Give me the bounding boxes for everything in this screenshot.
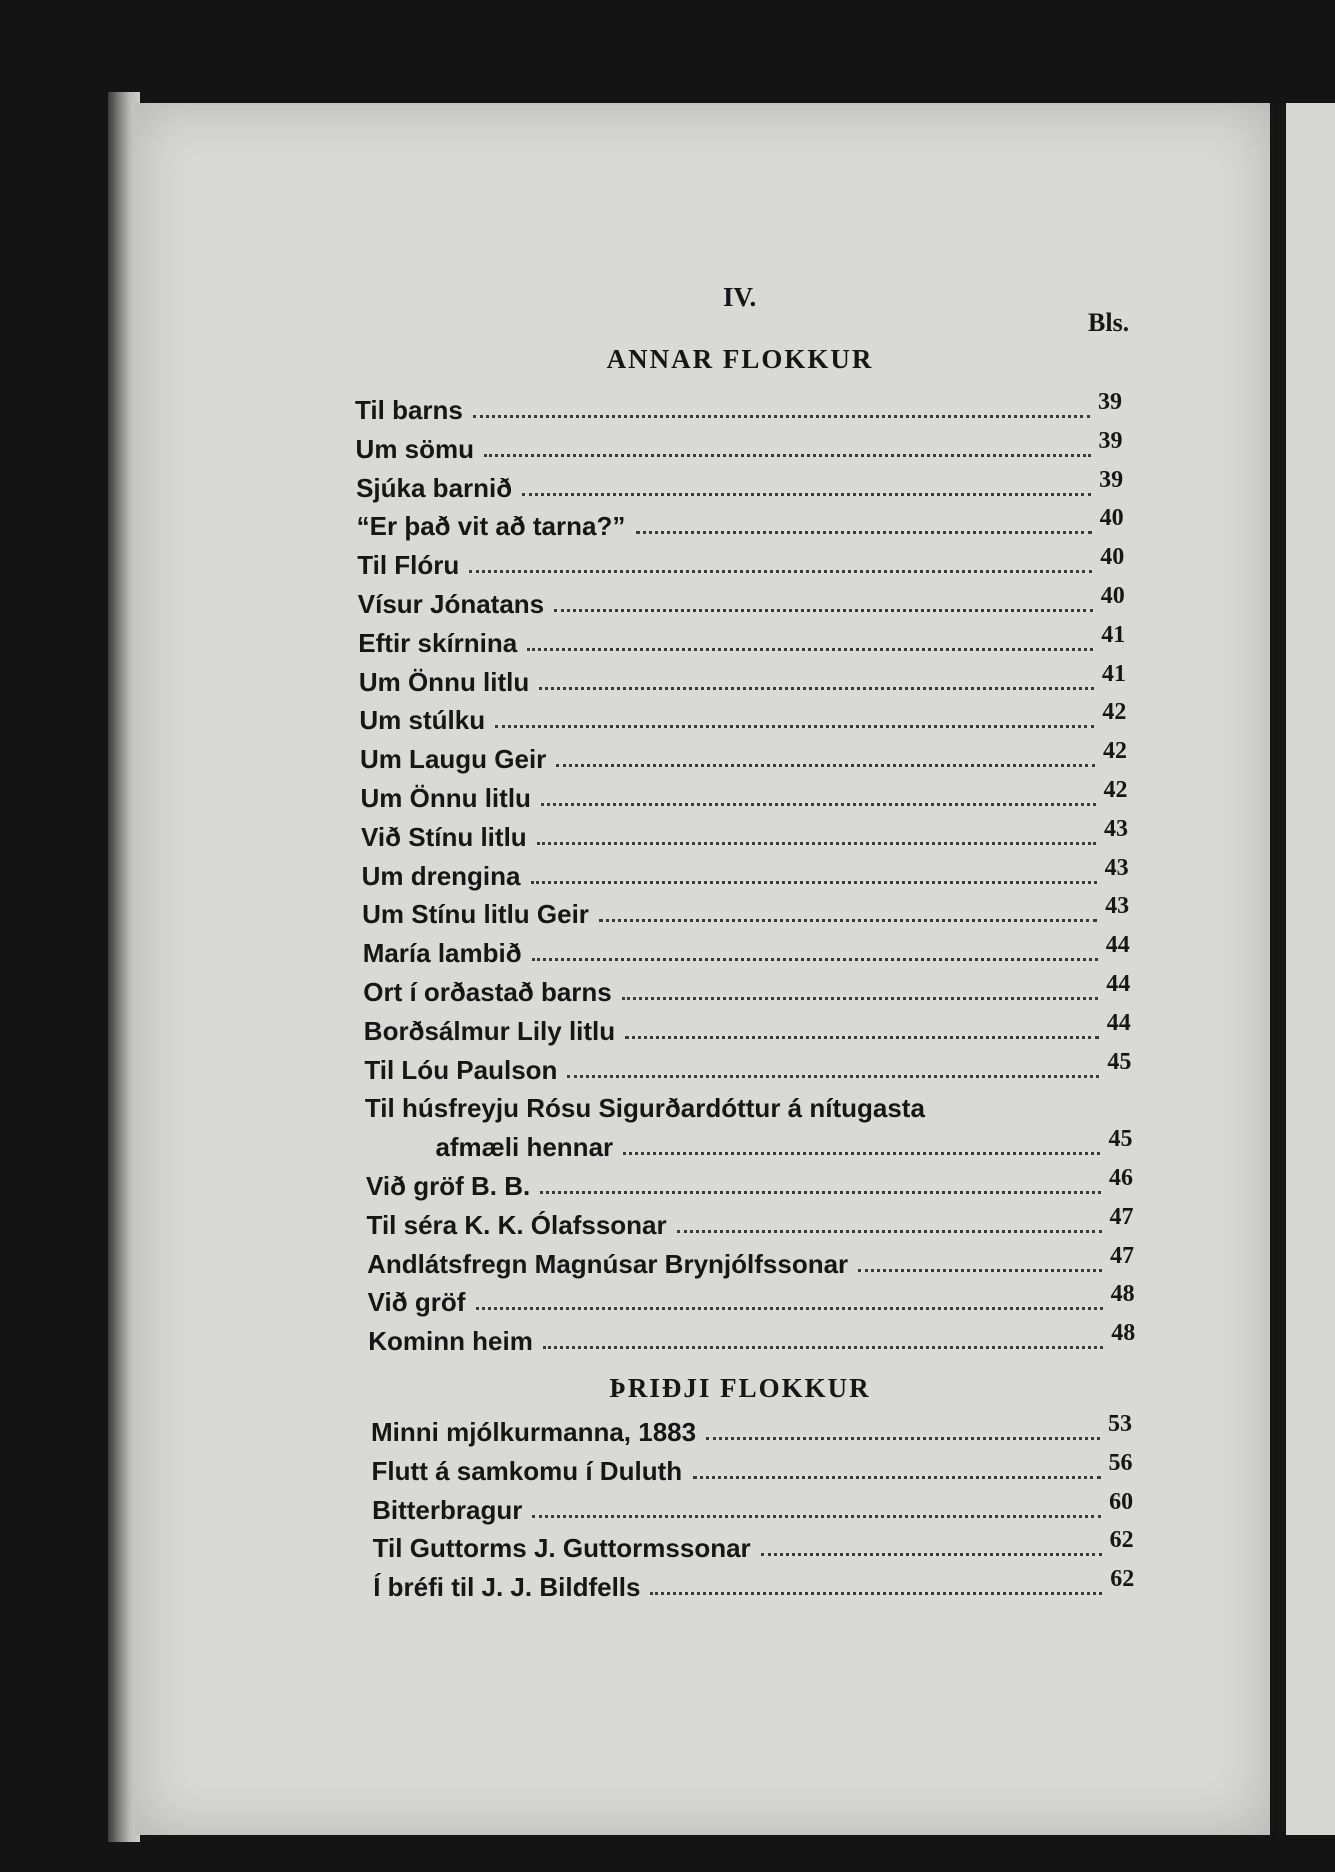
- entry-title: Við Stínu litlu: [361, 821, 527, 852]
- dot-leader: [495, 725, 1094, 728]
- toc-entry: [367, 1281, 1151, 1319]
- entry-title: Um Önnu litlu: [360, 783, 531, 813]
- entry-title: Til barns: [355, 395, 463, 425]
- dot-leader: [527, 648, 1093, 651]
- dot-leader: [625, 1036, 1099, 1039]
- entry-page-number: 40: [1099, 505, 1124, 532]
- page-column-header: Bls.: [1088, 308, 1130, 337]
- dot-leader: [858, 1269, 1102, 1272]
- entry-title: Um drengina: [361, 860, 521, 891]
- entry-title: afmæli hennar: [435, 1132, 614, 1163]
- entry-title: Til Flóru: [357, 550, 460, 581]
- entry-title: Við gröf: [367, 1287, 466, 1318]
- dot-leader: [567, 1075, 1099, 1078]
- toc-entry: [373, 1566, 1150, 1604]
- entry-page-number: 47: [1110, 1242, 1135, 1269]
- toc-entry: [355, 427, 1139, 466]
- entry-page-number: 44: [1105, 932, 1130, 959]
- entry-title: Sjúka barnið: [356, 472, 513, 503]
- toc-entry: [360, 777, 1144, 815]
- section-heading-annar-flokkur: ANNAR FLOKKUR: [606, 344, 874, 374]
- dot-leader: [539, 687, 1094, 690]
- entry-page-number: 42: [1102, 738, 1127, 765]
- entry-page-number: 48: [1111, 1320, 1136, 1347]
- toc-entry: [366, 1203, 1150, 1242]
- dot-leader: [540, 1191, 1101, 1194]
- entry-title: Við gröf B. B.: [366, 1171, 531, 1201]
- toc-entry: [361, 854, 1145, 893]
- entry-title: Í bréfi til J. J. Bildfells: [373, 1572, 641, 1603]
- dot-leader: [532, 958, 1098, 961]
- toc-entry: [364, 1048, 1147, 1087]
- toc-entry: [366, 1165, 1149, 1203]
- entry-title: Um Önnu litlu: [358, 666, 530, 697]
- entry-title: Um stúlku: [359, 705, 486, 736]
- toc-entry: [361, 815, 1144, 854]
- entry-title: Til Lóu Paulson: [364, 1054, 558, 1085]
- dot-leader: [761, 1553, 1102, 1556]
- entry-page-number: 42: [1103, 777, 1128, 803]
- dot-leader: [543, 1346, 1103, 1349]
- dot-leader: [554, 609, 1093, 612]
- dot-leader: [706, 1437, 1100, 1440]
- entry-page-number: 44: [1106, 971, 1131, 997]
- toc-entry: [358, 621, 1141, 660]
- toc-entry: [363, 1009, 1147, 1048]
- entry-page-number: 40: [1100, 544, 1125, 571]
- toc-entry: [371, 1411, 1148, 1449]
- toc-entry: [359, 738, 1143, 776]
- toc-entry: [365, 1093, 1148, 1125]
- dot-leader: [599, 919, 1097, 922]
- page-number: IV.: [723, 282, 757, 312]
- toc-entry: [372, 1527, 1150, 1565]
- entry-title: Til Guttorms J. Guttormssonar: [372, 1533, 751, 1564]
- dot-leader: [623, 1152, 1100, 1155]
- entry-title: Um sömu: [355, 433, 475, 464]
- toc-entry: [358, 660, 1142, 699]
- toc-entry-continuation: [365, 1126, 1148, 1164]
- entry-page-number: 44: [1106, 1009, 1131, 1036]
- entry-page-number: 40: [1100, 583, 1125, 609]
- dot-leader: [484, 454, 1091, 457]
- entry-page-number: 39: [1099, 466, 1124, 493]
- entry-title: Um Stínu litlu Geir: [362, 899, 589, 930]
- entry-page-number: 41: [1101, 621, 1126, 648]
- section-heading-thridji-flokkur: ÞRIÐJI FLOKKUR: [609, 1373, 871, 1403]
- toc-entry: [357, 544, 1140, 582]
- toc-entry: [362, 893, 1145, 931]
- entry-title: Kominn heim: [368, 1326, 533, 1357]
- toc-entry: [356, 505, 1140, 543]
- dot-leader: [537, 842, 1096, 845]
- entry-page-number: 48: [1110, 1281, 1135, 1308]
- dot-leader: [476, 1307, 1103, 1310]
- entry-title: Andlátsfregn Magnúsar Brynjólfssonar: [367, 1248, 849, 1279]
- entry-title: Flutt á samkomu í Duluth: [371, 1455, 683, 1486]
- dot-leader: [636, 531, 1092, 534]
- dot-leader: [469, 570, 1092, 573]
- entry-page-number: 41: [1101, 660, 1126, 687]
- dot-leader: [532, 1515, 1101, 1518]
- entry-page-number: 45: [1107, 1048, 1132, 1075]
- entry-page-number: 56: [1108, 1449, 1133, 1476]
- entry-title: Borðsálmur Lily litlu: [363, 1015, 616, 1046]
- toc-entry: [355, 389, 1138, 427]
- entry-page-number: 53: [1108, 1411, 1132, 1437]
- entry-title: Vísur Jónatans: [357, 589, 545, 619]
- dot-leader: [522, 493, 1091, 496]
- entry-title: Til húsfreyju Rósu Sigurðardóttur á nítugasta: [364, 1093, 925, 1124]
- entry-page-number: 47: [1109, 1203, 1134, 1230]
- entry-title: Til séra K. K. Ólafssonar: [366, 1209, 667, 1240]
- dot-leader: [531, 881, 1097, 884]
- entry-page-number: 60: [1109, 1488, 1134, 1515]
- entry-page-number: 39: [1098, 427, 1123, 454]
- dot-leader: [693, 1476, 1101, 1479]
- toc-entry: [363, 971, 1146, 1009]
- dot-leader: [473, 415, 1090, 418]
- entry-page-number: 39: [1098, 389, 1122, 415]
- toc-entry: [367, 1242, 1150, 1281]
- entry-title: Ort í orðastað barns: [363, 977, 612, 1007]
- entry-page-number: 46: [1109, 1165, 1133, 1191]
- toc-entry: [359, 699, 1142, 737]
- toc-entry: [356, 466, 1139, 505]
- toc-entry: [372, 1488, 1149, 1527]
- entry-title: Bitterbragur: [372, 1494, 523, 1525]
- toc-entry: [368, 1320, 1151, 1358]
- entry-page-number: 43: [1104, 815, 1129, 842]
- toc-entry: [362, 932, 1146, 970]
- entry-page-number: 43: [1105, 893, 1130, 920]
- entry-page-number: 45: [1108, 1126, 1133, 1153]
- entry-title: “Er það vit að tarna?”: [356, 511, 626, 542]
- toc-entry: [371, 1449, 1149, 1488]
- dot-leader: [650, 1592, 1102, 1595]
- entry-title: María lambið: [362, 938, 522, 969]
- entry-page-number: 42: [1102, 699, 1127, 726]
- entry-title: Um Laugu Geir: [359, 744, 547, 775]
- dot-leader: [556, 764, 1095, 767]
- entry-page-number: 62: [1109, 1527, 1134, 1554]
- dot-leader: [622, 997, 1098, 1000]
- entry-page-number: 43: [1104, 854, 1129, 881]
- entry-title: Eftir skírnina: [358, 627, 518, 658]
- toc-entry: [357, 583, 1141, 621]
- entry-page-number: 62: [1110, 1566, 1135, 1593]
- entry-title: Minni mjólkurmanna, 1883: [371, 1417, 697, 1447]
- dot-leader: [677, 1230, 1102, 1233]
- dot-leader: [541, 803, 1096, 806]
